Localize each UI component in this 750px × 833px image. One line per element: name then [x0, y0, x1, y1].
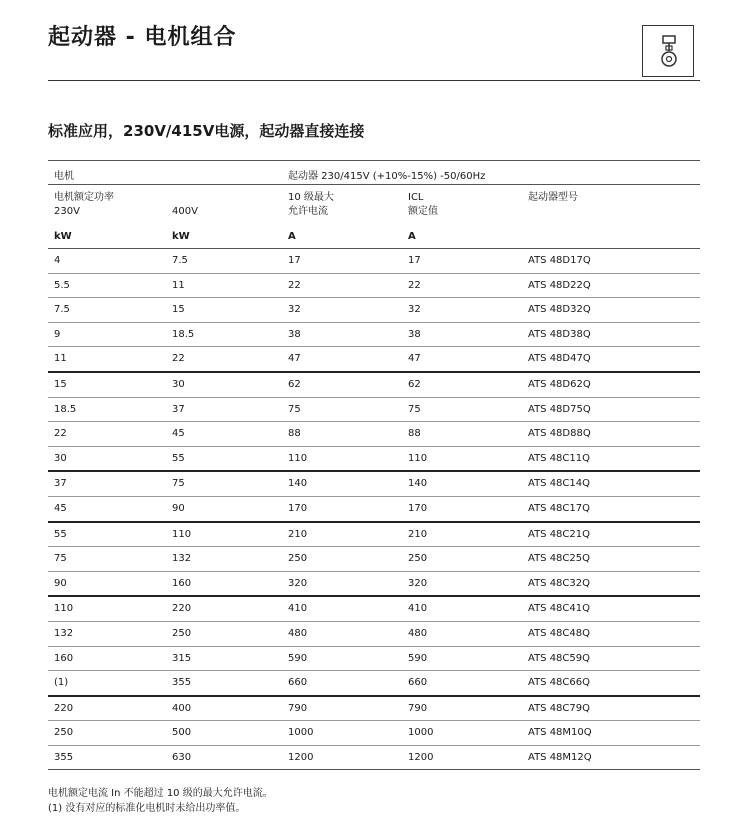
cell-kw-400v: 250	[172, 627, 192, 639]
subtitle-voltage: 230V/415V	[123, 122, 215, 140]
cell-kw-400v: 400	[172, 702, 192, 714]
cell-kw-400v: 160	[172, 577, 192, 589]
cell-starter-model: ATS 48M12Q	[528, 751, 592, 763]
header-max-current	[288, 191, 334, 219]
cell-kw-400v: 45	[172, 428, 185, 440]
cell-kw-230v: 7.5	[54, 304, 70, 316]
table-row	[48, 547, 700, 572]
cell-starter-model: ATS 48C59Q	[528, 652, 591, 664]
table-row	[48, 298, 700, 323]
cell-max-current: 410	[288, 603, 308, 615]
cell-kw-230v: 75	[54, 553, 67, 565]
header-icl-line1: ICL	[408, 192, 424, 203]
cell-kw-230v: 220	[54, 702, 74, 714]
header-max-current-line2: 允许电流	[288, 206, 328, 217]
cell-kw-230v: 30	[54, 452, 67, 464]
header-rated-power	[54, 191, 114, 219]
cell-kw-400v: 220	[172, 603, 192, 615]
cell-kw-230v: 45	[54, 502, 67, 514]
cell-kw-230v: 18.5	[54, 403, 77, 415]
cell-starter-model: ATS 48D22Q	[528, 279, 591, 291]
cell-kw-230v: 11	[54, 353, 67, 365]
header-starter-model: 起动器型号	[528, 192, 578, 203]
cell-kw-230v: 15	[54, 378, 67, 390]
table-row	[48, 472, 700, 497]
motor-symbol-icon	[642, 25, 694, 77]
cell-kw-400v: 55	[172, 452, 185, 464]
cell-kw-400v: 18.5	[172, 328, 195, 340]
starter-motor-table	[48, 161, 700, 770]
header-motor: 电机	[54, 171, 74, 182]
cell-kw-400v: 132	[172, 553, 192, 565]
cell-starter-model: ATS 48D62Q	[528, 378, 591, 390]
cell-icl: 790	[408, 702, 428, 714]
subtitle-prefix: 标准应用，	[48, 122, 124, 140]
unit-a-max: A	[288, 231, 296, 242]
cell-starter-model: ATS 48C32Q	[528, 577, 591, 589]
cell-kw-230v: 5.5	[54, 279, 70, 291]
table-row	[48, 746, 700, 771]
cell-icl: 170	[408, 502, 428, 514]
header-icl-line2: 额定值	[408, 206, 438, 217]
cell-max-current: 1000	[288, 727, 314, 739]
cell-max-current: 110	[288, 452, 308, 464]
cell-max-current: 62	[288, 378, 301, 390]
cell-kw-400v: 90	[172, 502, 185, 514]
table-row	[48, 373, 700, 398]
table-row	[48, 347, 700, 373]
table-row	[48, 274, 700, 299]
cell-max-current: 660	[288, 677, 308, 689]
cell-icl: 22	[408, 279, 421, 291]
table-row	[48, 249, 700, 274]
table-row	[48, 671, 700, 697]
table-row	[48, 622, 700, 647]
cell-max-current: 170	[288, 502, 308, 514]
footnotes	[48, 786, 273, 816]
table-row	[48, 422, 700, 447]
cell-kw-400v: 7.5	[172, 255, 188, 266]
cell-kw-400v: 110	[172, 528, 192, 540]
cell-kw-230v: 250	[54, 727, 74, 739]
cell-kw-400v: 500	[172, 727, 192, 739]
cell-kw-230v: 90	[54, 577, 67, 589]
cell-max-current: 320	[288, 577, 308, 589]
cell-max-current: 140	[288, 478, 308, 490]
cell-kw-230v: (1)	[54, 677, 69, 689]
cell-starter-model: ATS 48D38Q	[528, 328, 591, 340]
cell-max-current: 17	[288, 255, 301, 266]
cell-icl: 590	[408, 652, 428, 664]
cell-icl: 660	[408, 677, 428, 689]
table-row	[48, 721, 700, 746]
table-header-units	[48, 225, 700, 249]
header-rated-power-label: 电机额定功率	[54, 192, 114, 203]
cell-starter-model: ATS 48D17Q	[528, 255, 591, 266]
table-body	[48, 249, 700, 770]
footnote-2: (1) 没有对应的标准化电机时未给出功率值。	[48, 803, 246, 814]
table-row	[48, 572, 700, 598]
cell-kw-400v: 37	[172, 403, 185, 415]
cell-icl: 47	[408, 353, 421, 365]
cell-icl: 140	[408, 478, 428, 490]
cell-icl: 38	[408, 328, 421, 340]
cell-icl: 250	[408, 553, 428, 565]
cell-kw-230v: 110	[54, 603, 74, 615]
footnote-1: 电机额定电流 In 不能超过 10 级的最大允许电流。	[48, 788, 273, 799]
cell-max-current: 210	[288, 528, 308, 540]
cell-max-current: 250	[288, 553, 308, 565]
cell-starter-model: ATS 48C11Q	[528, 452, 591, 464]
cell-kw-400v: 315	[172, 652, 192, 664]
cell-starter-model: ATS 48C41Q	[528, 603, 591, 615]
cell-kw-230v: 132	[54, 627, 74, 639]
table-row	[48, 497, 700, 523]
cell-starter-model: ATS 48C25Q	[528, 553, 591, 565]
header-max-current-line1: 10 级最大	[288, 192, 334, 203]
subtitle-suffix: 电源，起动器直接连接	[214, 122, 365, 140]
section-subtitle	[48, 120, 364, 141]
cell-icl: 1200	[408, 751, 434, 763]
cell-icl: 320	[408, 577, 428, 589]
cell-starter-model: ATS 48C21Q	[528, 528, 591, 540]
cell-icl: 62	[408, 378, 421, 390]
cell-starter-model: ATS 48D32Q	[528, 304, 591, 316]
table-row	[48, 697, 700, 722]
table-row	[48, 323, 700, 348]
cell-icl: 88	[408, 428, 421, 440]
table-row	[48, 447, 700, 473]
cell-icl: 210	[408, 528, 428, 540]
cell-kw-400v: 11	[172, 279, 185, 291]
cell-icl: 75	[408, 403, 421, 415]
table-row	[48, 597, 700, 622]
cell-kw-400v: 75	[172, 478, 185, 490]
cell-max-current: 75	[288, 403, 301, 415]
cell-max-current: 480	[288, 627, 308, 639]
cell-kw-230v: 22	[54, 428, 67, 440]
table-row	[48, 647, 700, 672]
unit-a-icl: A	[408, 231, 416, 242]
cell-kw-400v: 22	[172, 353, 185, 365]
cell-kw-400v: 630	[172, 751, 192, 763]
title-divider	[48, 80, 700, 81]
cell-max-current: 32	[288, 304, 301, 316]
cell-kw-230v: 9	[54, 328, 61, 340]
cell-max-current: 1200	[288, 751, 314, 763]
header-starter-spec: 起动器 230/415V (+10%-15%) -50/60Hz	[288, 171, 486, 182]
cell-icl: 1000	[408, 727, 434, 739]
unit-kw-400: kW	[172, 231, 190, 242]
cell-max-current: 47	[288, 353, 301, 365]
cell-starter-model: ATS 48D88Q	[528, 428, 591, 440]
cell-max-current: 22	[288, 279, 301, 291]
table-header-row-1	[48, 161, 700, 185]
cell-max-current: 38	[288, 328, 301, 340]
header-icl	[408, 191, 438, 219]
cell-starter-model: ATS 48C14Q	[528, 478, 591, 490]
cell-kw-400v: 30	[172, 378, 185, 390]
cell-starter-model: ATS 48C79Q	[528, 702, 591, 714]
cell-starter-model: ATS 48C48Q	[528, 627, 591, 639]
cell-kw-400v: 15	[172, 304, 185, 316]
table-row	[48, 523, 700, 548]
cell-starter-model: ATS 48D75Q	[528, 403, 591, 415]
cell-kw-230v: 37	[54, 478, 67, 490]
unit-kw-230: kW	[54, 231, 72, 242]
table-row	[48, 398, 700, 423]
cell-starter-model: ATS 48C17Q	[528, 502, 591, 514]
cell-kw-230v: 160	[54, 652, 74, 664]
cell-icl: 480	[408, 627, 428, 639]
cell-icl: 17	[408, 255, 421, 266]
cell-icl: 32	[408, 304, 421, 316]
cell-icl: 410	[408, 603, 428, 615]
header-230v: 230V	[54, 206, 80, 217]
cell-starter-model: ATS 48M10Q	[528, 727, 592, 739]
cell-icl: 110	[408, 452, 428, 464]
cell-starter-model: ATS 48C66Q	[528, 677, 591, 689]
cell-max-current: 590	[288, 652, 308, 664]
table-header-row-2	[48, 185, 700, 225]
cell-kw-400v: 355	[172, 677, 192, 689]
cell-kw-230v: 4	[54, 255, 61, 266]
cell-max-current: 88	[288, 428, 301, 440]
header-400v: 400V	[172, 206, 198, 217]
cell-max-current: 790	[288, 702, 308, 714]
cell-kw-230v: 355	[54, 751, 74, 763]
page-title: 起动器 - 电机组合	[48, 25, 237, 50]
cell-kw-230v: 55	[54, 528, 67, 540]
cell-starter-model: ATS 48D47Q	[528, 353, 591, 365]
